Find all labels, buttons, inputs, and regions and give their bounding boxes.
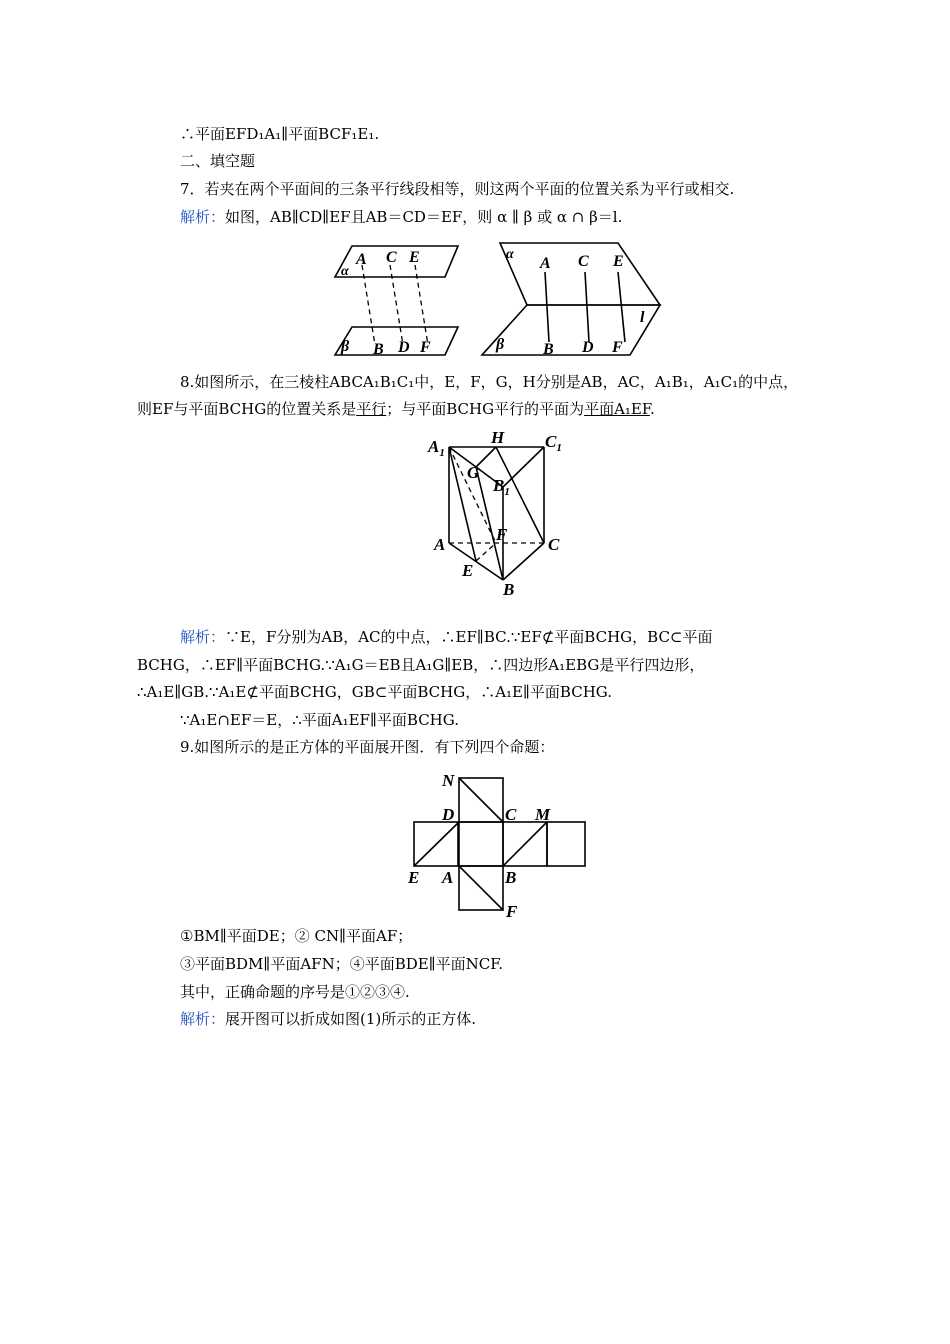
question-8-line-1: 8.如图所示，在三棱柱ABCA₁B₁C₁中，E，F，G，H分别是AB，AC，A₁B₁，A₁C₁的中点， — [180, 373, 799, 391]
label-l-right: l — [640, 309, 645, 326]
solution-label-8: 解析： — [180, 628, 226, 646]
section-heading: 二、填空题 — [180, 152, 256, 170]
answer-9: 其中，正确命题的序号是①②③④. — [180, 983, 410, 1001]
solution-7-text: 如图，AB∥CD∥EF且AB＝CD＝EF，则 α ∥ β 或 α ∩ β＝l. — [225, 208, 623, 226]
label-a-left: A — [356, 251, 367, 268]
label-g: G — [467, 463, 480, 482]
propositions-3-4: ③平面BDM∥平面AFN；④平面BDE∥平面NCF. — [180, 955, 504, 973]
question-8-end: . — [649, 400, 655, 418]
label-b: B — [503, 580, 515, 599]
label-f-left: F — [420, 339, 431, 356]
label-d-right: D — [582, 339, 594, 356]
solution-label: 解析： — [180, 208, 226, 226]
label-b1: $B_1$ — [493, 476, 510, 498]
label-c-left: C — [386, 249, 397, 266]
solution-8-line-4: ∵A₁E∩EF＝E，∴平面A₁EF∥平面BCHG. — [180, 711, 459, 729]
label-alpha-right: α — [506, 247, 514, 262]
label-n: N — [442, 771, 455, 790]
question-8-prefix: 则EF与平面BCHG的位置关系是 — [137, 400, 357, 418]
label-b: B — [505, 868, 517, 887]
solution-8-text-1: ∵E，F分别为AB，AC的中点，∴EF∥BC.∵EF⊄平面BCHG，BC⊂平面 — [225, 628, 713, 646]
label-c1: $C_1$ — [545, 432, 562, 454]
label-c: C — [548, 535, 560, 554]
label-alpha-left: α — [341, 264, 349, 279]
solution-9 — [180, 1009, 476, 1029]
label-a1: $A_1$ — [428, 437, 445, 459]
question-8-middle: ；与平面BCHG平行的平面为 — [386, 400, 585, 418]
propositions-1-2: ①BM∥平面DE；② CN∥平面AF； — [180, 927, 413, 945]
label-m: M — [535, 805, 551, 824]
label-e: E — [462, 561, 474, 580]
label-beta-right: β — [496, 336, 505, 353]
label-b-right: B — [543, 341, 554, 358]
label-d-left: D — [398, 339, 410, 356]
label-c: C — [505, 805, 517, 824]
label-e-right: E — [613, 253, 624, 270]
label-a: A — [434, 535, 446, 554]
solution-label-9: 解析： — [180, 1010, 226, 1028]
label-c-right: C — [578, 253, 589, 270]
conclusion-line: ∴平面EFD₁A₁∥平面BCF₁E₁. — [180, 125, 380, 143]
solution-8-line-2: BCHG，∴EF∥平面BCHG.∵A₁G＝EB且A₁G∥EB，∴四边形A₁EBG是平行四边形， — [137, 656, 705, 674]
label-f: F — [496, 525, 508, 544]
label-d: D — [442, 805, 455, 824]
label-e-left: E — [409, 249, 420, 266]
label-f-right: F — [612, 339, 623, 356]
solution-9-text: 展开图可以折成如图(1)所示的正方体. — [225, 1010, 477, 1028]
solution-8-line-3: ∴A₁E∥GB.∵A₁E⊄平面BCHG，GB⊂平面BCHG，∴A₁E∥平面BCHG. — [137, 683, 613, 701]
question-9: 9.如图所示的是正方体的平面展开图．有下列四个命题： — [180, 738, 555, 756]
answer-8-first: 平行 — [356, 400, 387, 418]
answer-8-second: 平面A₁EF — [584, 400, 650, 418]
label-e: E — [408, 868, 420, 887]
label-b-left: B — [373, 341, 384, 358]
label-beta-left: β — [341, 338, 350, 355]
question-7: 7．若夹在两个平面间的三条平行线段相等，则这两个平面的位置关系为平行或相交. — [180, 180, 735, 198]
label-a-right: A — [540, 255, 551, 272]
label-f: F — [506, 902, 518, 921]
label-a: A — [442, 868, 454, 887]
label-h: H — [491, 428, 505, 447]
